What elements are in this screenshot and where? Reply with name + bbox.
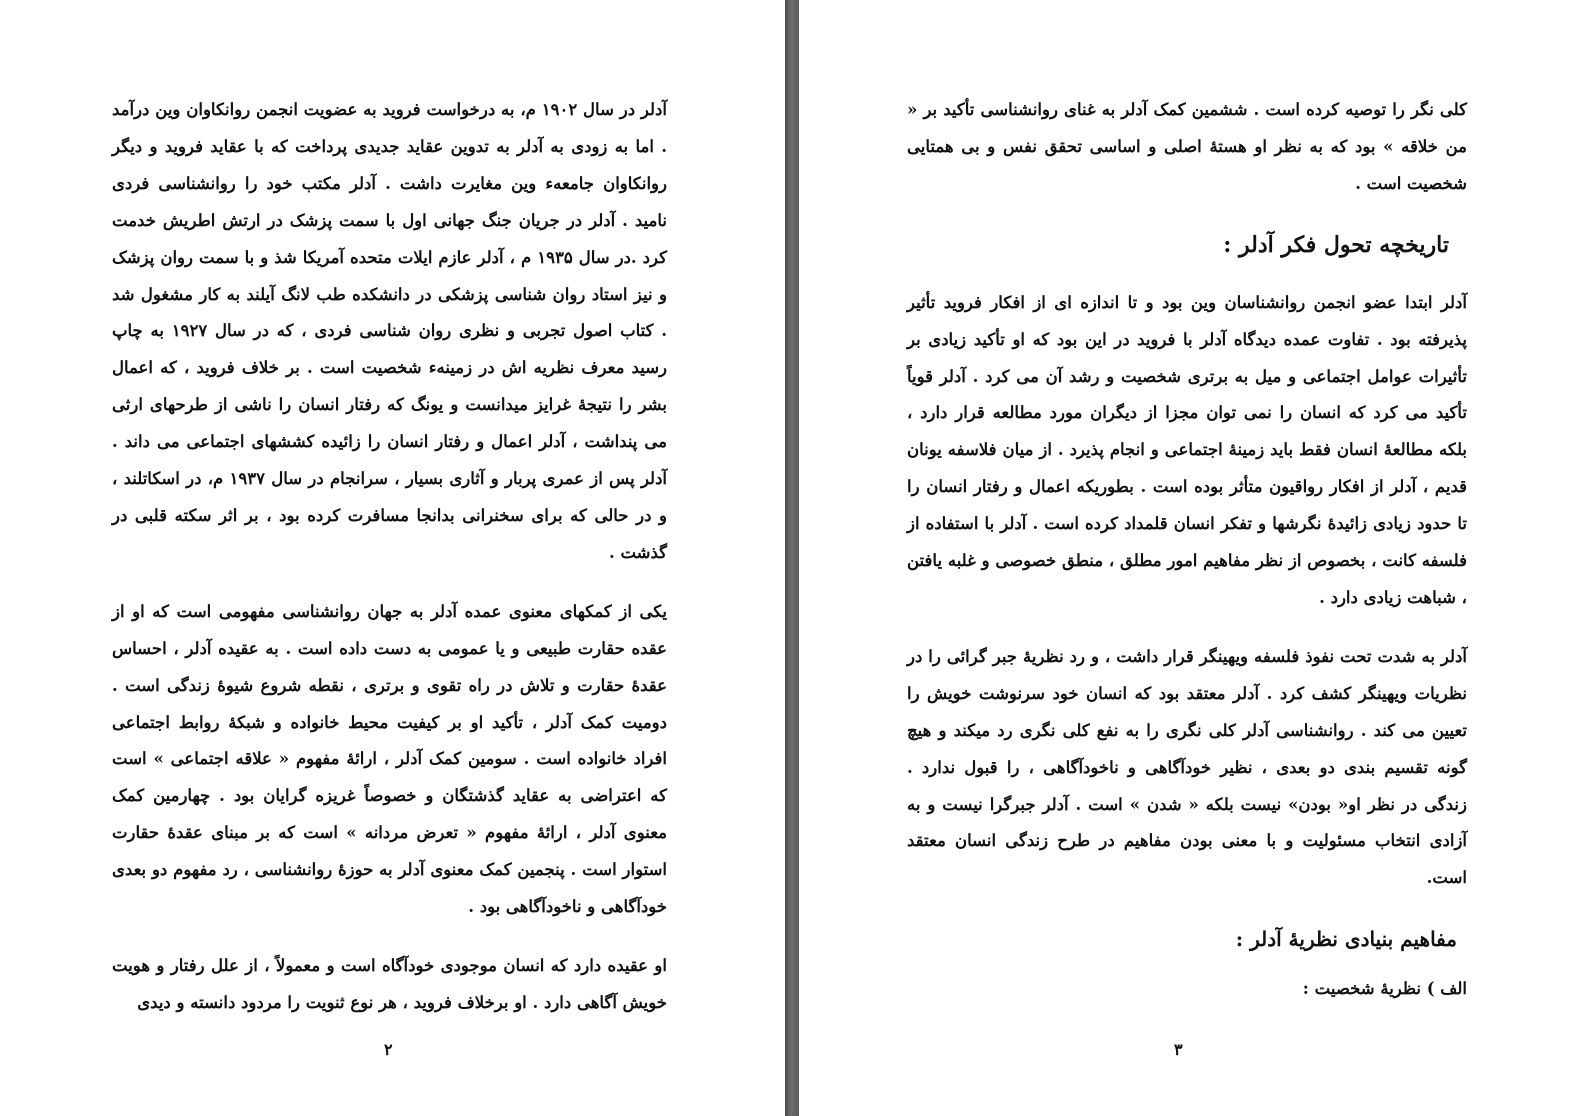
right-page-text bbox=[907, 92, 1467, 1007]
right-intro-paragraph: کلی نگر را توصیه کرده است . ششمین کمک آدلر به غنای روانشناسی تأکید بر « من خلاقه » بود که به نظر او هستهٔ اصلی و اساسی تحقق نفس و بی همتایی شخصیت است . bbox=[907, 100, 1467, 193]
left-paragraph-1: آدلر در سال ۱۹۰۲ م، به درخواست فروید به عضویت انجمن روانکاوان وین درآمد . اما به زودی به آدلر به تدوین عقاید جدیدی پرداخت که با عقاید فروید و دیگر روانکاوان جامعهء وین مغایرت داشت . آدلر مکتب خود را روانشناسی فردی نامید . آدلر در جریان جنگ جهانی اول با سمت پزشک در ارتش اطریش خدمت کرد .در سال ۱۹۳۵ م ، آدلر عازم ایلات متحده آمریکا شذ و با سمت روان پزشک و نیز استاد روان شناسی پزشکی در دانشکده طب لانگ آیلند به کار مشغول شد . کتاب اصول تجربی و نظری روان شناسی فردی ، که در سال ۱۹۲۷ به چاپ رسید معرف نظریه اش در زمینهء شخصیت است . بر خلاف فروید ، که اعمال بشر را نتیجهٔ غرایز میدانست و یونگ که رفتار انسان را ناشی از طرحهای ارثی می پنداشت ، آدلر اعمال و رفتار انسان را زائیده کششهای اجتماعی می داند . آدلر پس از عمری پربار و آثاری بسیار ، سرانجام در سال ۱۹۳۷ م، در اسکاتلند ، و در حالی که برای سخنرانی بدانجا مسافرت کرده بود ، بر اثر سکته قلبی در گذشت . bbox=[112, 100, 668, 562]
right-page-number: ۳ bbox=[1174, 1040, 1183, 1059]
personality-subheading: الف ) نظریهٔ شخصیت : bbox=[1302, 979, 1467, 999]
left-page bbox=[0, 0, 785, 1116]
right-paragraph-2: آدلر به شدت تحت نفوذ فلسفه ویهینگر قرار داشت ، و رد نظریهٔ جبر گرائی را در نظریات ویهینگر کشف کرد . آدلر معتقد بود که انسان خود سرنوشت خویش را تعیین می کند . روانشناسی آدلر کلی نگری را به نفع کلی نگری رد میکند و هیچ گونه تقسیم بندی دو بعدی ، نظیر خودآگاهی و ناخودآگاهی ، را قبول ندارد . زندگی در نظر او« بودن» نیست بلکه « شدن » است . آدلر جبرگرا نیست و به آزادی انتخاب مسئولیت و با معنی بودن مفاهیم در طرح زندگی انسان معتقد است. bbox=[907, 646, 1467, 888]
right-paragraph-1: آدلر ابتدا عضو انجمن روانشناسان وین بود و تا اندازه ای از افکار فروید تأثیر پذیرفته بود . تفاوت عمده دیدگاه آدلر با فروید در این بود که او تأکید زیادی بر تأثیرات عوامل اجتماعی و میل به برتری شخصیت و رشد آن می کرد . آدلر قویاً تأکید می کرد که انسان را نمی توان مجزا از دیگران مورد مطالعه قرار دارد ، بلکه مطالعهٔ انسان فقط باید زمینهٔ اجتماعی و انجام پذیرد . از میان فلاسفه یونان قدیم ، آدلر از افکار رواقیون متأثر بوده است . بطوریکه اعمال و رفتار انسان را تا حدود زیادی زائیدهٔ نگرشها و تفکر انسان قلمداد کرده است . آدلر با استفاده از فلسفه کانت ، بخصوص از نظر مفاهیم امور مطلق ، منطق خصوصی و غلبه یافتن ، شباهت زیادی دارد . bbox=[907, 292, 1467, 607]
book-spine-divider bbox=[785, 0, 799, 1116]
left-page-text bbox=[112, 92, 667, 1044]
right-page bbox=[799, 0, 1590, 1116]
left-page-number: ۲ bbox=[384, 1040, 393, 1059]
left-paragraph-2: یکی از کمکهای معنوی عمده آدلر به جهان روانشناسی مفهومی است که او از عقده حقارت طبیعی و یا عمومی به دست داده است . به عقیده آدلر ، احساس عقدهٔ حقارت و تلاش در راه تقوی و برتری ، نقطه شروع شیوهٔ زندگی است . دومیت کمک آدلر ، تأکید او بر کیفیت محیط خانواده و شبکهٔ روابط اجتماعی افراد خانواده است . سومین کمک آدلر ، ارائهٔ مفهوم « علاقه اجتماعی » است که اعتراضی به عقاید گذشتگان و خصوصاً غریزه گرایان بود . چهارمین کمک معنوی آدلر ، ارائهٔ مفهوم « تعرض مردانه » است که بر مبنای عقدهٔ حقارت استوار است . پنجمین کمک معنوی آدلر به حوزهٔ روانشناسی ، رد مفهوم دو بعدی خودآگاهی و ناخودآگاهی بود . bbox=[112, 601, 667, 917]
history-heading: تاریخچه تحول فکر آدلر : bbox=[1223, 231, 1449, 258]
concepts-heading: مفاهیم بنیادی نظریهٔ آدلر : bbox=[1235, 927, 1457, 952]
left-paragraph-3: او عقیده دارد که انسان موجودی خودآگاه است و معمولاً ، از علل رفتار و هویت خویش آگاهی دارد . او برخلاف فروید ، هر نوع ثنویت را مردود دانسته و دیدی bbox=[112, 955, 667, 1012]
